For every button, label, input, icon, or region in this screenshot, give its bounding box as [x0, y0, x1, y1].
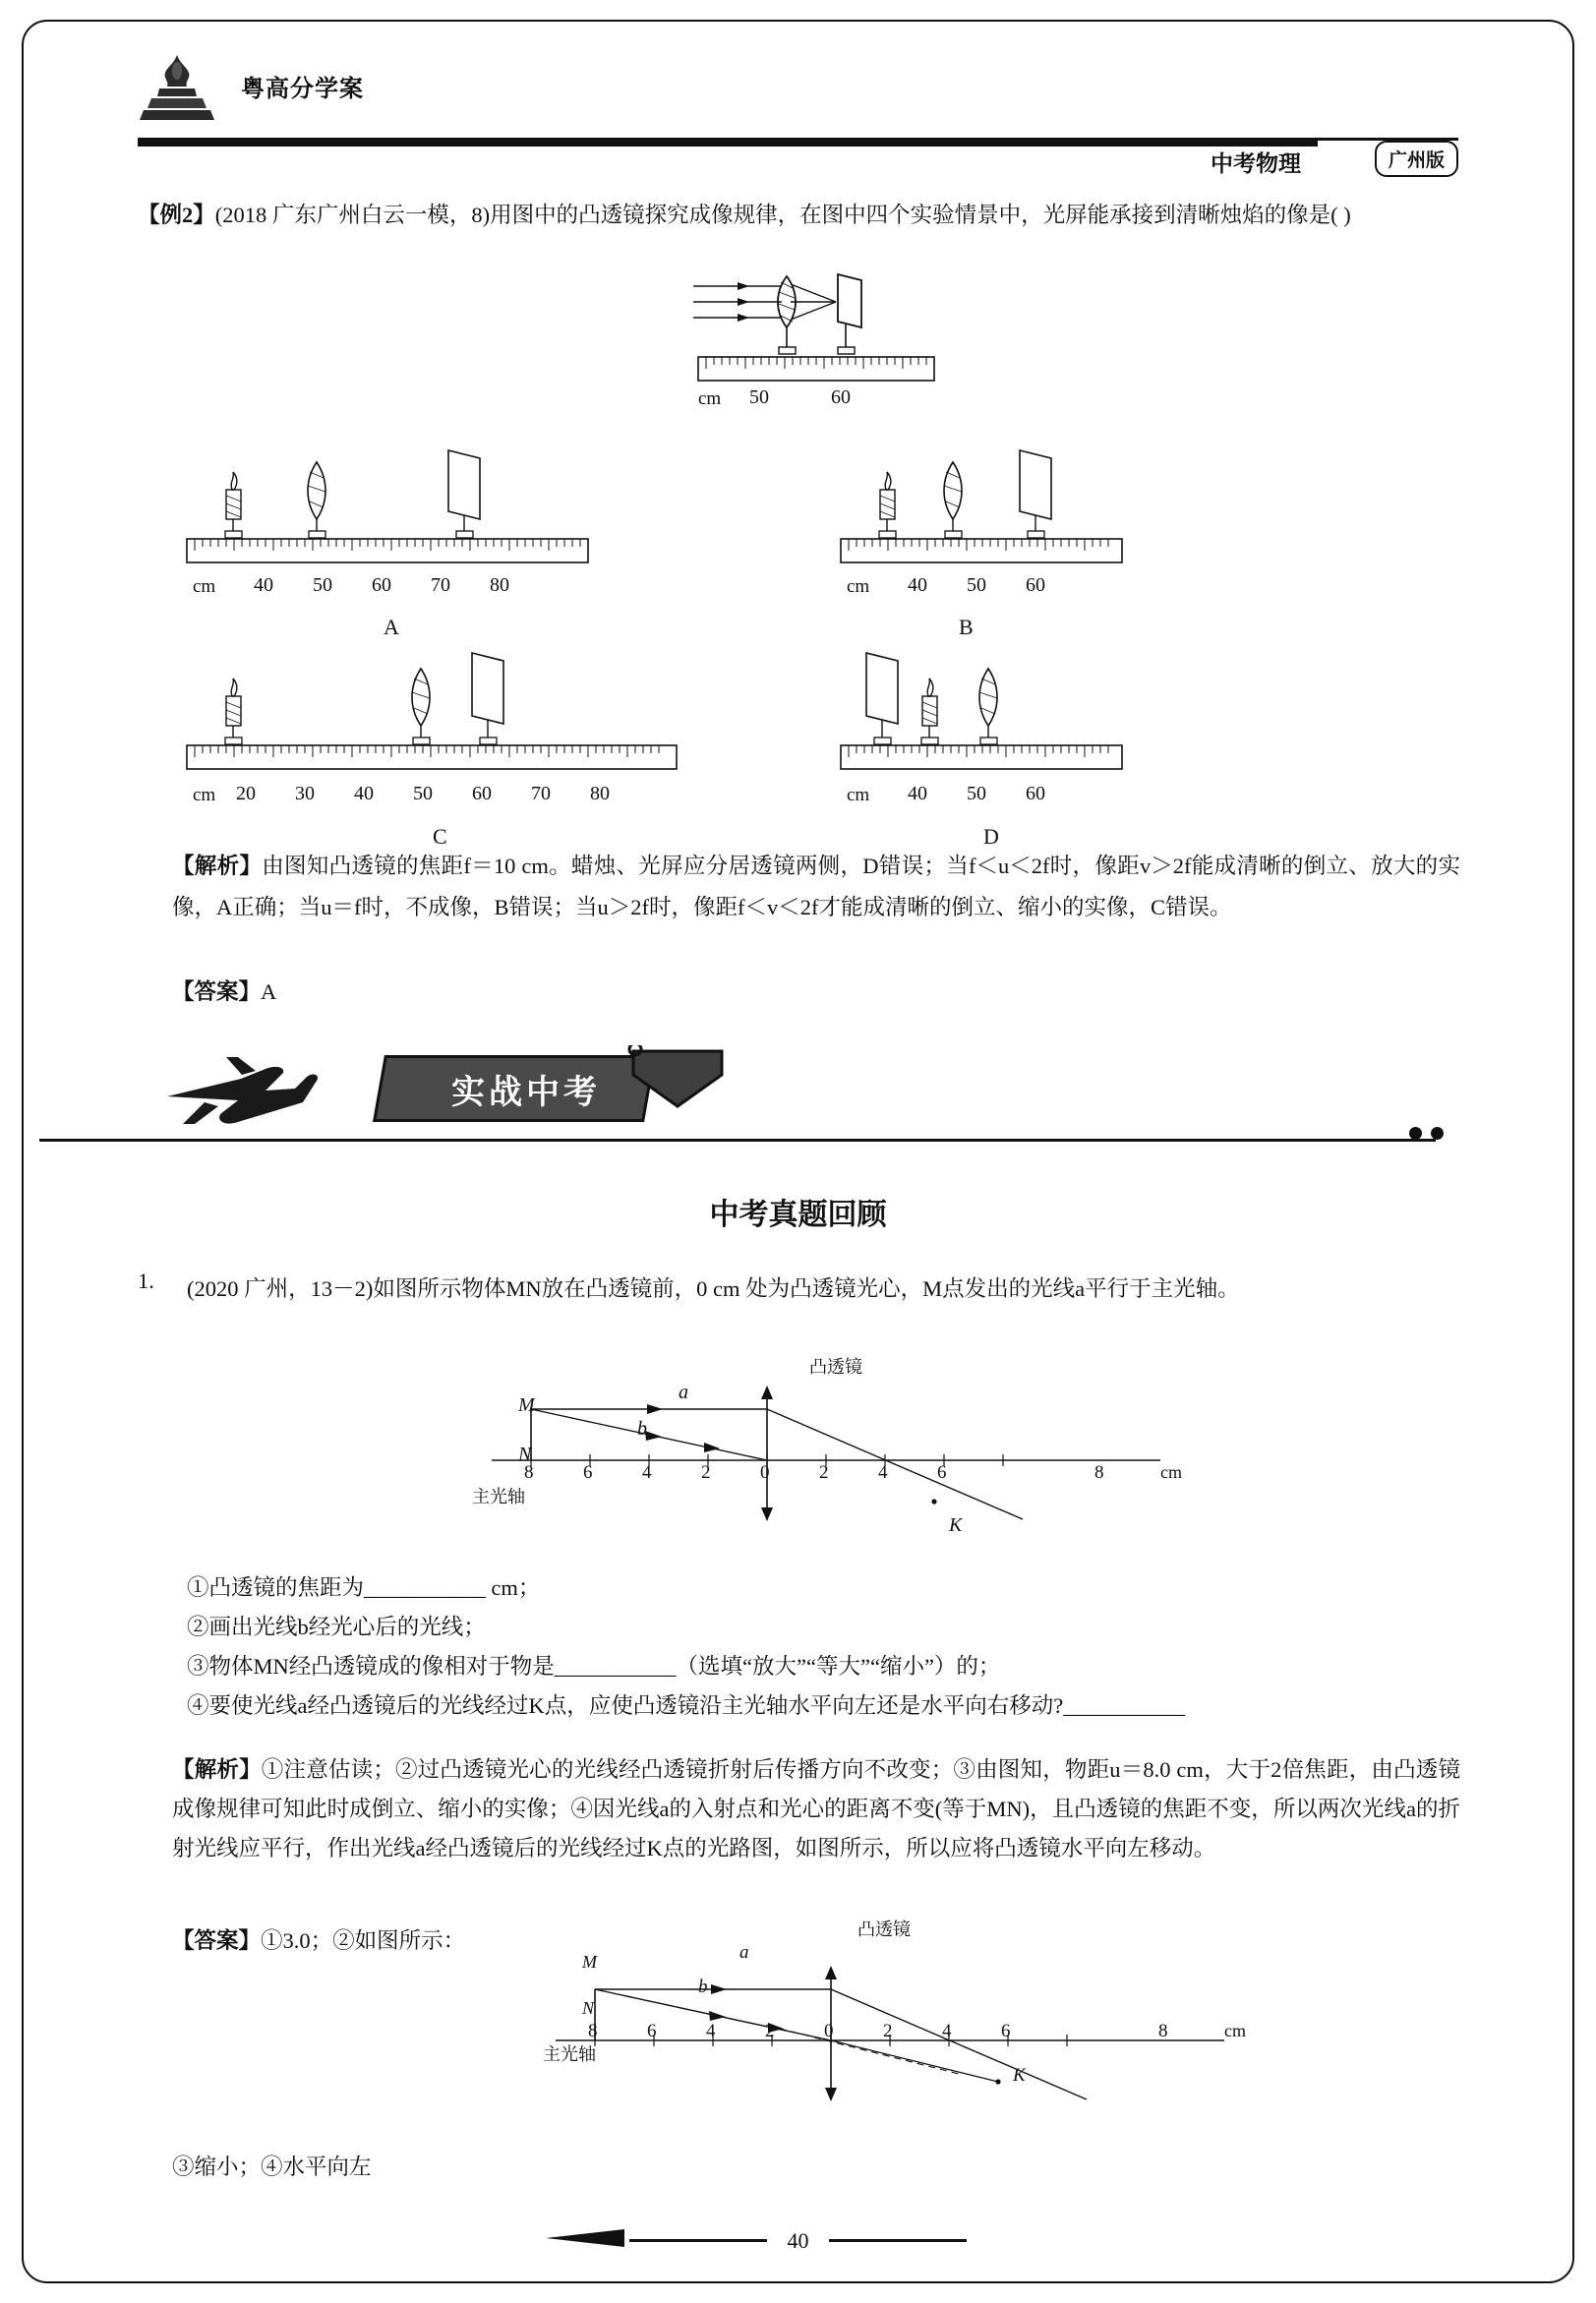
ruler-d-tick-40: 40	[908, 783, 927, 804]
example-analysis-tag: 【解析】	[172, 854, 263, 878]
ruler-d-unit: cm	[847, 785, 870, 805]
ruler-c-tick-60: 60	[472, 783, 492, 804]
q1ans-tick-8R: 8	[1158, 2021, 1168, 2041]
banner-arrow-icon	[627, 1045, 736, 1132]
q1ans-tick-4L: 4	[706, 2021, 716, 2041]
brand-title: 粤高分学案	[241, 76, 364, 102]
example-analysis-text: 由图知凸透镜的焦距f＝10 cm。蜡烛、光屏应分居透镜两侧，D错误；当f＜u＜2f时，像距v＞2f能成清晰的倒立、放大的实像，A正确；当u＝f时，不成像，B错误；当u＞2f时，像距f＜v＜2f才能成清晰的倒立、缩小的实像，C错误。	[172, 854, 1460, 919]
ruler-a-tick-80: 80	[490, 574, 509, 596]
q1-label-N: N	[518, 1444, 532, 1465]
example-tag: 【例2】	[138, 203, 215, 227]
q1-analysis-text: ①注意估读；②过凸透镜光心的光线经凸透镜折射后传播方向不改变；③由图知，物距u＝8.0 cm，大于2倍焦距，由凸透镜成像规律可知此时成倒立、缩小的实像；④因光线a的入射点和光心的距离不变(等于MN)，且凸透镜的焦距不变，所以两次光线a的折射光线应平行，作出光线a经凸透镜后的光线经过K点的光路图，如图所示，所以应将凸透镜水平向左移动。	[172, 1757, 1460, 1860]
figure-option-a	[177, 433, 600, 590]
q1-tick-2L: 2	[701, 1462, 711, 1483]
q1-tick-0: 0	[760, 1462, 770, 1483]
figure-example-top	[688, 270, 944, 438]
ruler-b-tick-50: 50	[967, 574, 986, 596]
q1ans-tick-2R: 2	[883, 2021, 893, 2041]
q1-answer-lead: ①3.0；②如图所示：	[261, 1928, 466, 1953]
q1-tick-4L: 4	[642, 1462, 652, 1483]
q1-answer-tag: 【答案】	[172, 1928, 262, 1953]
ruler-a-tick-50: 50	[313, 574, 332, 596]
header-subject: 中考物理	[1211, 150, 1301, 176]
example-source: (2018 广东广州白云一模，8)	[214, 203, 491, 227]
ruler-c-tick-40: 40	[354, 783, 374, 804]
q1-subitems	[187, 1568, 1465, 1726]
q1ans-label-M: M	[582, 1952, 597, 1972]
top-ruler-unit: cm	[698, 388, 722, 409]
ruler-a-tick-60: 60	[372, 574, 391, 596]
q1ans-tick-4R: 4	[942, 2021, 952, 2041]
q1ans-tick-0: 0	[824, 2021, 834, 2041]
q1-stem	[187, 1269, 1460, 1310]
q1-answer-tail: ③缩小；④水平向左	[172, 2155, 372, 2179]
q1-subitem-4: ④要使光线a经凸透镜后的光线经过K点，应使凸透镜沿主光轴水平向左还是水平向右移动?___________	[187, 1693, 1185, 1718]
q1ans-label-a: a	[739, 1942, 749, 1963]
q1-label-M: M	[518, 1394, 535, 1416]
ruler-c-unit: cm	[193, 785, 216, 805]
ruler-a-tick-70: 70	[431, 574, 450, 596]
ruler-b-tick-60: 60	[1026, 574, 1045, 596]
q1-subitem-2: ②画出光线b经光心后的光线；	[187, 1615, 486, 1639]
q1-analysis-tag: 【解析】	[172, 1757, 262, 1782]
ruler-a-tick-40: 40	[254, 574, 273, 596]
q1ans-label-unit: cm	[1224, 2021, 1246, 2040]
example-answer-tag: 【答案】	[172, 979, 262, 1004]
option-d-label: D	[983, 824, 999, 849]
figure-option-c	[177, 639, 688, 797]
example-answer	[172, 974, 860, 1011]
q1-number: 1.	[138, 1269, 154, 1293]
q1-subitem-1: ①凸透镜的焦距为___________ cm；	[187, 1575, 541, 1600]
figure-option-b	[831, 433, 1136, 590]
q1-analysis	[172, 1750, 1460, 1868]
q1-tick-4R: 4	[878, 1462, 888, 1483]
q1-tick-8R: 8	[1094, 1462, 1104, 1483]
top-ruler-tick-60: 60	[831, 386, 851, 408]
q1-tick-8L: 8	[524, 1462, 534, 1483]
q1ans-label-lens: 凸透镜	[857, 1919, 911, 1939]
q1-tick-6R: 6	[937, 1462, 947, 1483]
option-b-label: B	[959, 615, 974, 639]
option-c-label: C	[433, 824, 447, 849]
q1-tick-2R: 2	[819, 1462, 829, 1483]
option-a-label: A	[384, 615, 399, 639]
ruler-d-tick-60: 60	[1026, 783, 1045, 804]
q1-tick-6L: 6	[583, 1462, 593, 1483]
ruler-b-unit: cm	[847, 576, 870, 597]
q1-subitem-3: ③物体MN经凸透镜成的像相对于物是___________（选填“放大”“等大”“缩小”）的；	[187, 1654, 1001, 1679]
q1ans-tick-8L: 8	[588, 2021, 598, 2041]
q1ans-label-N: N	[582, 1998, 595, 2018]
ruler-c-tick-30: 30	[295, 783, 315, 804]
figure-option-d	[831, 639, 1136, 797]
q1-label-lens: 凸透镜	[809, 1357, 862, 1377]
top-ruler-tick-50: 50	[749, 386, 769, 408]
q1ans-tick-6R: 6	[1001, 2021, 1011, 2041]
banner-label: 实战中考	[451, 1074, 601, 1111]
ruler-b-tick-40: 40	[908, 574, 927, 596]
section-banner	[138, 1037, 1460, 1146]
ruler-a-unit: cm	[193, 576, 216, 597]
q1-label-b: b	[637, 1418, 647, 1440]
example-stem: 用图中的凸透镜探究成像规律，在图中四个实验情景中，光屏能承接到清晰烛焰的像是( )	[490, 203, 1351, 227]
q1-label-unit: cm	[1160, 1462, 1182, 1482]
section-title: 中考真题回顾	[709, 1199, 887, 1231]
figure-q1	[472, 1352, 1180, 1549]
q1ans-label-K: K	[1013, 2065, 1026, 2086]
ruler-c-tick-80: 80	[590, 783, 610, 804]
example-question-text	[138, 197, 1460, 234]
q1-stem-text: 如图所示物体MN放在凸透镜前，0 cm 处为凸透镜光心，M点发出的光线a平行于主光轴。	[373, 1276, 1240, 1301]
ruler-c-tick-20: 20	[236, 783, 256, 804]
ruler-d-tick-50: 50	[967, 783, 986, 804]
q1-answer	[172, 1922, 565, 1960]
brand-logo-icon	[138, 51, 216, 126]
q1ans-label-axis: 主光轴	[543, 2044, 596, 2064]
example-answer-text: A	[261, 979, 277, 1004]
page-number: 40	[787, 2228, 809, 2253]
header-rule-right	[947, 138, 1458, 141]
ruler-c-tick-50: 50	[413, 783, 433, 804]
banner-dots	[1400, 1127, 1444, 1145]
example-analysis	[172, 846, 1460, 928]
q1-source: (2020 广州，13－2)	[187, 1276, 374, 1301]
banner-divider	[39, 1139, 1436, 1142]
q1ans-tick-6L: 6	[647, 2021, 657, 2041]
q1-label-a: a	[679, 1382, 688, 1403]
q1-label-axis: 主光轴	[472, 1487, 525, 1506]
header-edition-badge: 广州版	[1375, 141, 1458, 177]
q1ans-tick-2L: 2	[765, 2021, 775, 2041]
q1ans-label-b: b	[698, 1977, 708, 1997]
ruler-c-tick-70: 70	[531, 783, 551, 804]
airplane-icon	[148, 1045, 325, 1144]
q1-label-K: K	[949, 1514, 963, 1536]
